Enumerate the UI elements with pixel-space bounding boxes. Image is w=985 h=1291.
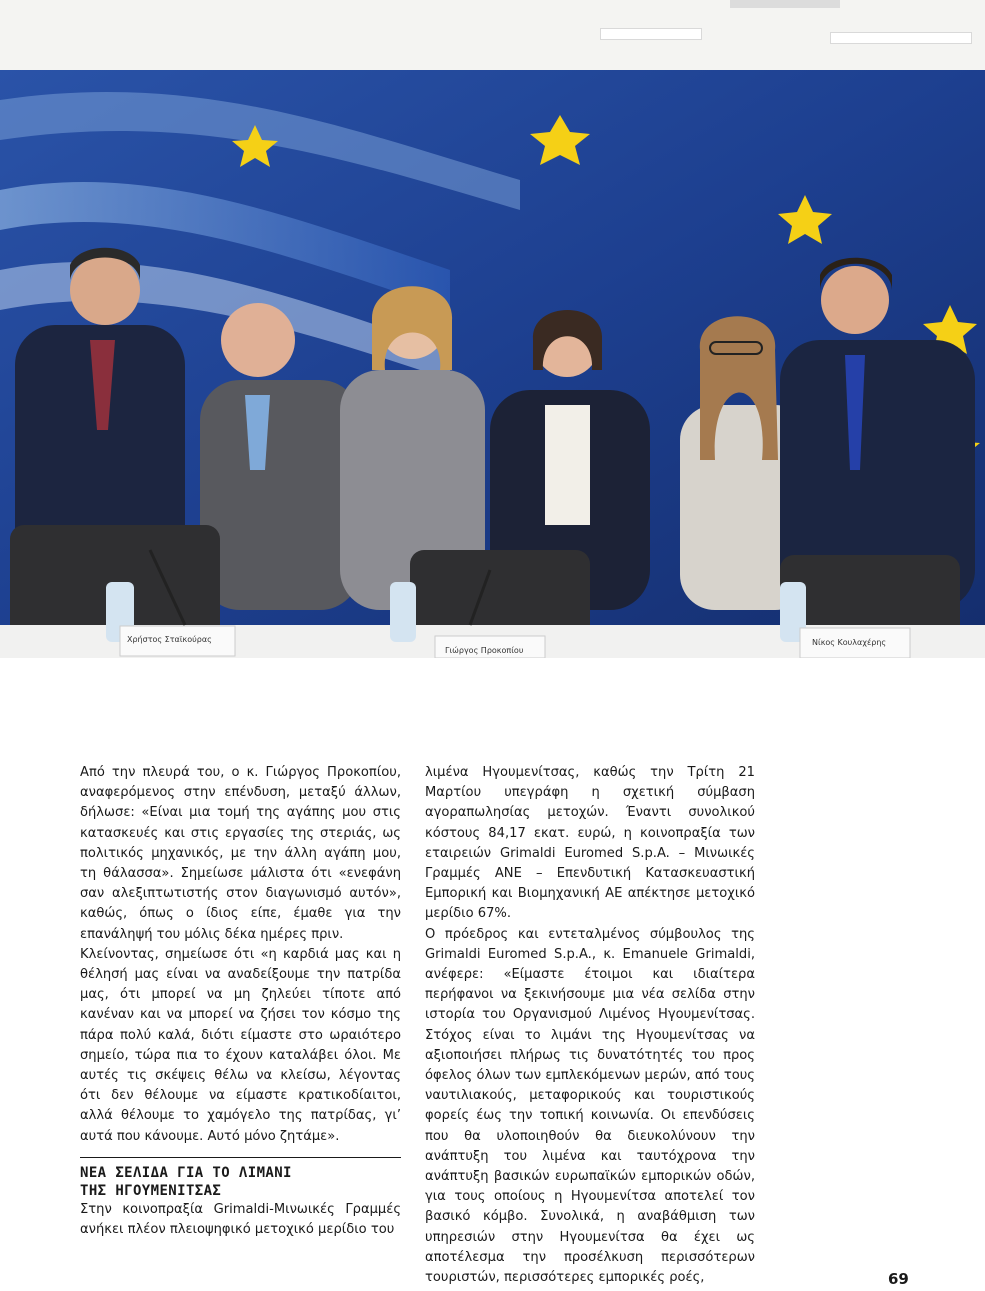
paragraph: Στην κοινοπραξία Grimaldi-Μινωικές Γραμμές ανήκει πλέον πλειοψηφικό μετοχικό μερίδιο του: [80, 1201, 401, 1238]
right-column: [425, 763, 755, 1288]
section-heading-line: ΤΗΣ ΗΓΟΥΜΕΝΙΤΣΑΣ: [80, 1182, 222, 1199]
ceiling-panel: [730, 0, 840, 8]
ceiling-light: [600, 28, 702, 40]
press-photo: [0, 70, 985, 658]
water-bottle: [390, 582, 416, 642]
section-heading-line: ΝΕΑ ΣΕΛΙΔΑ ΓΙΑ ΤΟ ΛΙΜΑΝΙ: [80, 1164, 292, 1181]
ceiling-background: [0, 0, 985, 70]
photo-illustration: [0, 70, 985, 658]
ceiling-light: [830, 32, 972, 44]
nameplate-text: Χρήστος Σταϊκούρας: [127, 635, 212, 644]
paragraph: Κλείνοντας, σημείωσε ότι «η καρδιά μας και η θέλησή μας είναι να αναδείξουμε την πατρίδα μας, ότι μπορεί να μη ζηλεύει τίποτε από κανέναν και να μπορεί να ζήσει τον κόσμο της πάρα πολύ καλά, διότι είμαστε στο ωραιότερο σημείο, τώρα πια το έχουν καταλάβει όλοι. Με αυτές τις σκέψεις θέλω να κλείσω, λέγοντας ότι δεν θέλουμε να είμαστε κρατικοδίαιτοι, αλλά θέλουμε το χαμόγελο της πατρίδας, γι’ αυτά που κάνουμε. Αυτό μόνο ζητάμε».: [80, 946, 401, 1144]
nameplate-text: Γιώργος Προκοπίου: [445, 646, 524, 655]
section-heading: [80, 1164, 401, 1200]
page-number: 69: [888, 1270, 909, 1288]
nameplate-text: Νίκος Κουλαχέρης: [812, 638, 887, 647]
section-divider: [80, 1157, 401, 1158]
paragraph: λιμένα Ηγουμενίτσας, καθώς την Τρίτη 21 Μαρτίου υπεγράφη η σχετική σύμβαση αγοραπωλησίας μετοχών. Έναντι συνολικού κόστους 84,17 εκατ. ευρώ, η κοινοπραξία των εταιρειών Grimaldi Euromed S.p.A. – Μινωικές Γραμμές ΑΝΕ – Επενδυτική Κατασκευαστική Εμπορική και Βιομηχανική ΑΕ απέκτησε μετοχικό μερίδιο 67%.: [425, 765, 755, 922]
left-column: [80, 763, 401, 1240]
paragraph: Από την πλευρά του, ο κ. Γιώργος Προκοπίου, αναφερόμενος στην επένδυση, μεταξύ άλλων, δήλωσε: «Είναι μια τομή της αγάπης μου στις κατασκευές και στις εργασίες της στεριάς, ως πολιτικός μηχανικός, με την άλλη αγάπη μου, τη θάλασσα». Σημείωσε μάλιστα ότι «ενεφάνη σαν αλεξιπτωτιστής στον διαγωνισμό αυτόν», καθώς, όπως ο ίδιος είπε, έμαθε για την επανάληψή του μόλις δέκα ημέρες πριν.: [80, 765, 401, 942]
paragraph: Ο πρόεδρος και εντεταλμένος σύμβουλος της Grimaldi Euromed S.p.A., κ. Emanuele Grimaldi, ανέφερε: «Είμαστε έτοιμοι και ιδιαίτερα περήφανοι να ξεκινήσουμε μια νέα σελίδα στην ιστορία του Οργανισμού Λιμένος Ηγουμενίτσας. Στόχος είναι το λιμάνι της Ηγουμενίτσας να αξιοποιήσει πλήρως τις δυνατότητές του προς όφελος όλων των εμπλεκόμενων μερών, από τους ναυτιλιακούς, μεταφορικούς και τουριστικούς φορείς έως την τοπική κοινωνία. Οι επενδύσεις που θα υλοποιηθούν θα διευκολύνουν την ανάπτυξη του λιμένα και ταυτόχρονα την ανάπτυξη βασικών ευρωπαϊκών εμπορικών οδών, για τους οποίους η Ηγουμενίτσα αποτελεί τον βασικό κόμβο. Συνολικά, η αναβάθμιση των υπηρεσιών στην Ηγουμενίτσα θα έχει ως αποτέλεσμα την προσέλκυση περισσότερων τουριστών, περισσότερες εμπορικές ροές,: [425, 926, 755, 1286]
